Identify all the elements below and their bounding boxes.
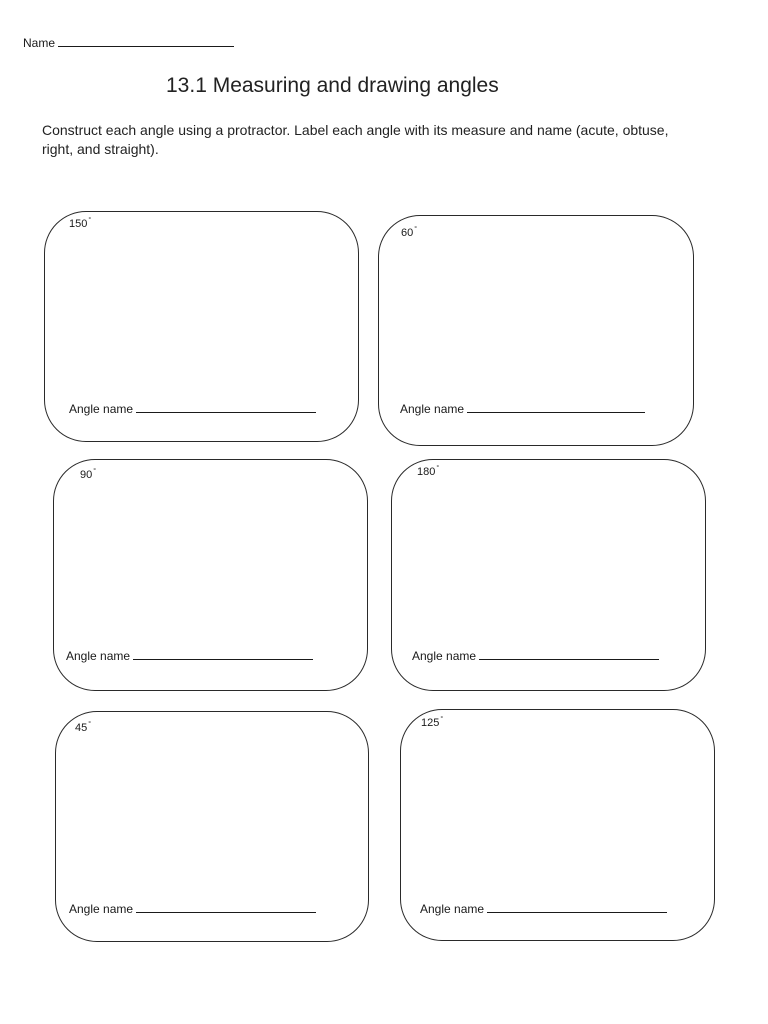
angle-name-blank-line[interactable] xyxy=(133,648,313,660)
page-title: 13.1 Measuring and drawing angles xyxy=(166,74,499,97)
angle-box-150[interactable] xyxy=(44,211,359,442)
angle-name-field[interactable] xyxy=(420,901,667,916)
angle-name-field[interactable] xyxy=(69,901,316,916)
degree-symbol: ° xyxy=(436,465,440,472)
angle-name-field[interactable] xyxy=(66,648,313,663)
angle-name-label: Angle name xyxy=(420,902,485,916)
angle-measure-label: 45° xyxy=(75,721,92,734)
name-blank-line[interactable] xyxy=(58,35,234,47)
angle-box-180[interactable] xyxy=(391,459,706,691)
angle-measure-label: 90° xyxy=(80,468,97,481)
instructions-text: Construct each angle using a protractor. Label each angle with its measure and name (acute, obtuse, right, and straight). xyxy=(42,122,669,157)
angle-measure-label: 60° xyxy=(401,226,418,239)
name-label: Name xyxy=(23,36,56,50)
angle-name-label: Angle name xyxy=(69,902,134,916)
degree-symbol: ° xyxy=(93,468,97,475)
angle-box-90[interactable] xyxy=(53,459,368,691)
angle-box-125[interactable] xyxy=(400,709,715,941)
angle-measure-label: 125° xyxy=(421,716,444,729)
angle-name-blank-line[interactable] xyxy=(136,901,316,913)
degree-symbol: ° xyxy=(88,721,92,728)
angle-name-label: Angle name xyxy=(412,649,477,663)
angle-measure-label: 180° xyxy=(417,465,440,478)
angle-name-field[interactable] xyxy=(412,648,659,663)
angle-measure-label: 150° xyxy=(69,217,92,230)
angle-box-45[interactable] xyxy=(55,711,369,942)
degree-symbol: ° xyxy=(88,217,92,224)
angle-box-60[interactable] xyxy=(378,215,694,446)
angle-name-blank-line[interactable] xyxy=(487,901,667,913)
angle-name-blank-line[interactable] xyxy=(467,401,645,413)
angle-name-label: Angle name xyxy=(69,402,134,416)
degree-symbol: ° xyxy=(440,716,444,723)
angle-name-field[interactable] xyxy=(400,401,645,416)
angle-name-blank-line[interactable] xyxy=(136,401,316,413)
angle-name-label: Angle name xyxy=(400,402,465,416)
angle-name-field[interactable] xyxy=(69,401,316,416)
angle-name-label: Angle name xyxy=(66,649,131,663)
degree-symbol: ° xyxy=(414,226,418,233)
angle-name-blank-line[interactable] xyxy=(479,648,659,660)
student-name-field[interactable] xyxy=(23,35,234,50)
